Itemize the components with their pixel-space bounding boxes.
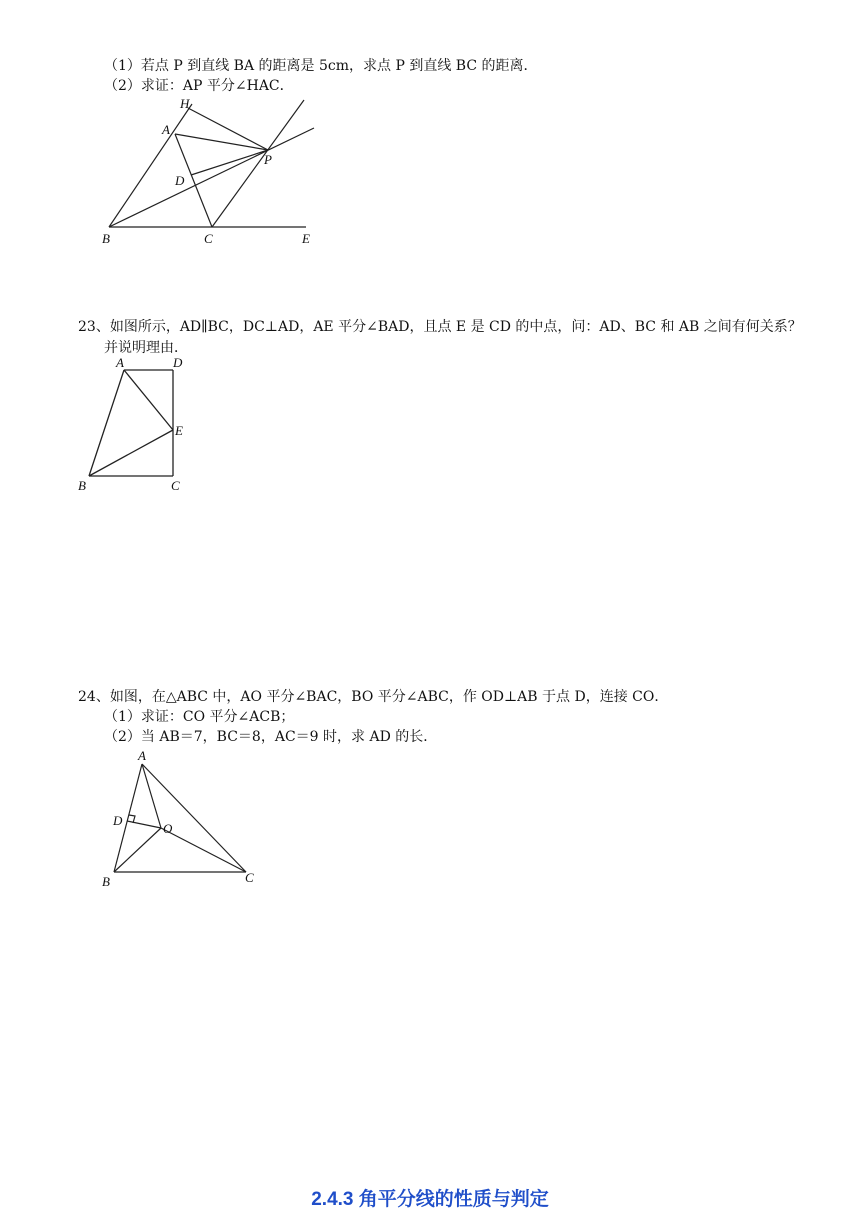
q22-figure	[96, 92, 326, 252]
section-title: 2.4.3 角平分线的性质与判定	[311, 1189, 549, 1210]
q22-label-a: A	[162, 122, 170, 137]
q24-line1: 24、如图，在△ABC 中，AO 平分∠BAC，BO 平分∠ABC，作 OD⊥AB 于点 D，连接 CO．	[78, 689, 669, 705]
q24-figure	[96, 746, 266, 892]
q24-label-o: O	[163, 821, 173, 836]
q22-label-c: C	[204, 231, 213, 246]
q24-label-a: A	[138, 748, 146, 763]
q22-label-d: D	[175, 173, 185, 188]
q23-label-e: E	[175, 423, 183, 438]
q23-line2: 并说明理由．	[104, 340, 188, 356]
q24-part2: （2）当 AB＝7，BC＝8，AC＝9 时，求 AD 的长．	[104, 729, 438, 745]
q22-label-p: P	[264, 152, 272, 167]
q22-part1: （1）若点 P 到直线 BA 的距离是 5cm，求点 P 到直线 BC 的距离．	[104, 58, 538, 74]
q24-part1: （1）求证：CO 平分∠ACB；	[104, 709, 295, 725]
q23-label-b: B	[78, 478, 86, 493]
q23-label-d: D	[173, 355, 183, 370]
q24-label-d: D	[113, 813, 123, 828]
q23-line1: 23、如图所示，AD∥BC，DC⊥AD，AE 平分∠BAD，且点 E 是 CD 的中点，问：AD、BC 和 AB 之间有何关系？	[78, 319, 802, 335]
q23-label-a: A	[116, 355, 124, 370]
q23-figure	[76, 352, 196, 494]
q24-label-c: C	[245, 870, 254, 885]
q22-label-e: E	[302, 231, 310, 246]
q22-label-h: H	[180, 96, 190, 111]
q22-label-b: B	[102, 231, 110, 246]
q24-label-b: B	[102, 874, 110, 889]
q23-label-c: C	[171, 478, 180, 493]
q22-part2: （2）求证：AP 平分∠HAC．	[104, 78, 294, 94]
